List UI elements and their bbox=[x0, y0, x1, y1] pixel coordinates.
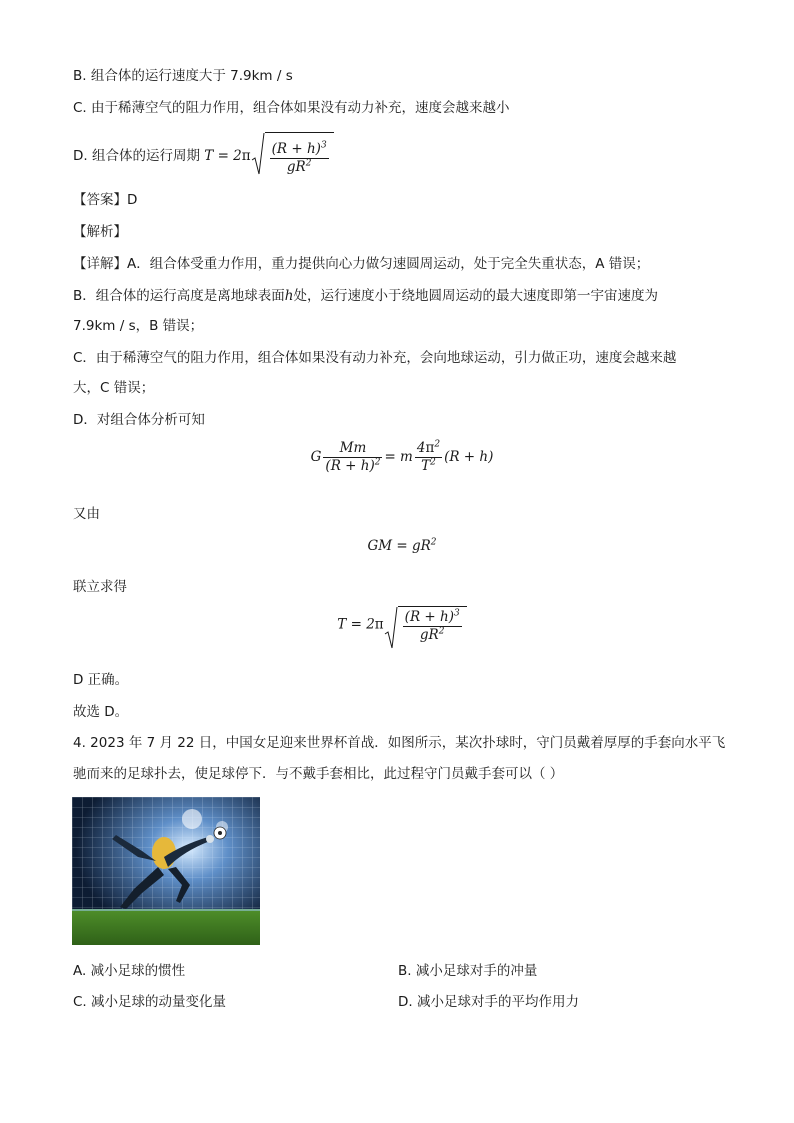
explanation-b-line1 bbox=[73, 286, 658, 306]
equation-period-result: T = 2π $\frac{(R + h)^3}{gR^2}$ bbox=[5, 606, 794, 644]
answer-line bbox=[73, 190, 137, 210]
equation-gm: GM = $gR^2$ bbox=[367, 537, 437, 554]
explanation-b-line2: 7.9km / s，B 错误； bbox=[73, 318, 204, 334]
q4-option-a: A. 减小足球的惯性 bbox=[73, 963, 186, 979]
q4-option-c: C. 减小足球的动量变化量 bbox=[73, 994, 227, 1010]
q4-option-b: B. 减小足球对手的冲量 bbox=[398, 963, 538, 979]
answer-value: D bbox=[127, 192, 138, 208]
explanation-d-line1: D．对组合体分析可知 bbox=[73, 412, 205, 428]
option-d-prev bbox=[73, 132, 334, 181]
explanation-choose: 故选 D。 bbox=[73, 704, 129, 720]
q4-option-d: D. 减小足球对手的平均作用力 bbox=[398, 994, 579, 1010]
answer-label: 【答案】 bbox=[73, 192, 127, 208]
equation-gravity-centripetal: G $\frac{Mm}{(R + h)^2}$ = m $\frac{4\pi^2}{T^2}$ (R + h) bbox=[310, 439, 494, 474]
explanation-a: 【详解】A．组合体受重力作用，重力提供向心力做匀速圆周运动，处于完全失重状态，A 错误； bbox=[73, 256, 650, 272]
explanation-c-line2: 大，C 错误； bbox=[73, 380, 155, 396]
period-formula-option: T = 2π $\frac{(R + h)^3}{gR^2}$ bbox=[204, 148, 333, 164]
goalkeeper-illustration bbox=[72, 797, 260, 945]
question4-line2: 驰而来的足球扑去，使足球停下．与不戴手套相比，此过程守门员戴手套可以（ ） bbox=[73, 766, 564, 782]
explanation-b-var: h bbox=[284, 288, 294, 304]
explanation-b-post: 处，运行速度小于绕地圆周运动的最大速度即第一宇宙速度为 bbox=[293, 288, 658, 304]
explanation-d-correct: D 正确。 bbox=[73, 672, 129, 688]
option-d-prev-label: D. 组合体的运行周期 bbox=[73, 148, 200, 164]
option-b-prev: B. 组合体的运行速度大于 7.9km / s bbox=[73, 68, 293, 84]
explanation-youyou: 又由 bbox=[73, 506, 100, 522]
explanation-c-line1: C．由于稀薄空气的阻力作用，组合体如果没有动力补充，会向地球运动，引力做正功，速度会越来越 bbox=[73, 350, 677, 366]
option-c-prev: C. 由于稀薄空气的阻力作用，组合体如果没有动力补充，速度会越来越小 bbox=[73, 100, 510, 116]
explanation-b-pre: B．组合体的运行高度是离地球表面 bbox=[73, 288, 285, 304]
goalkeeper-photo bbox=[72, 797, 260, 945]
question4-line1: 4. 2023 年 7 月 22 日，中国女足迎来世界杯首战．如图所示，某次扑球时，守门员戴着厚厚的手套向水平飞 bbox=[73, 735, 726, 751]
analysis-label: 【解析】 bbox=[73, 224, 127, 240]
explanation-lianli: 联立求得 bbox=[73, 579, 127, 595]
